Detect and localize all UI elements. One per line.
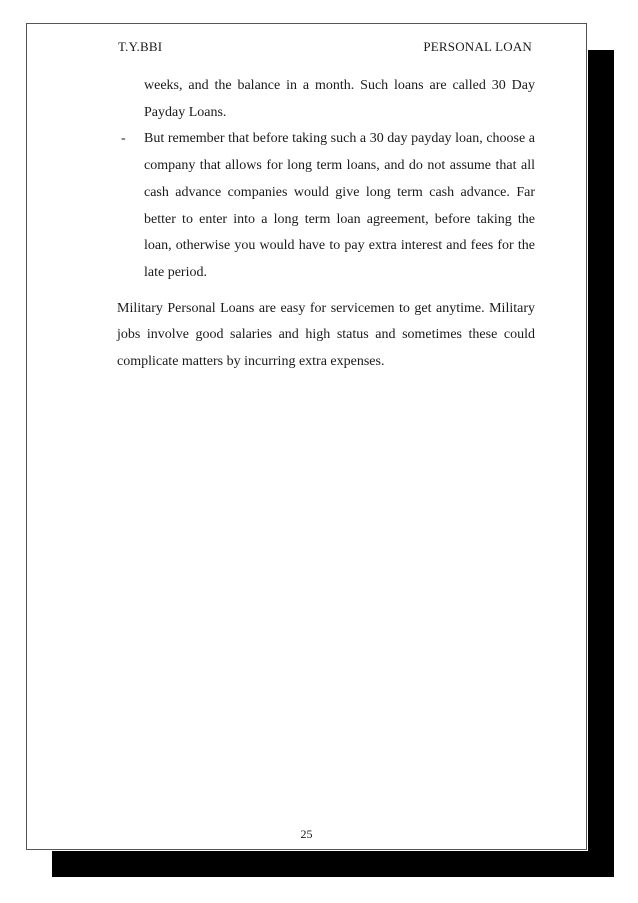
- body-paragraph: Military Personal Loans are easy for servicemen to get anytime. Military jobs involve good salaries and high status and sometimes these could complicate matters by incurring extra expenses.: [117, 300, 535, 370]
- list-marker: -: [121, 131, 126, 147]
- page-body: [117, 73, 535, 376]
- document-page: [26, 23, 587, 850]
- list-item: [117, 126, 535, 286]
- list-item: [117, 73, 535, 126]
- page-shadow-bottom: [52, 851, 614, 877]
- list-item-text: weeks, and the balance in a month. Such loans are called 30 Day Payday Loans.: [144, 78, 535, 120]
- page-shadow-right: [588, 50, 614, 877]
- header-course-code: T.Y.BBI: [118, 39, 163, 54]
- list-item-text: But remember that before taking such a 30 day payday loan, choose a company that allows for long term loans, and do not assume that all cash advance companies would give long term cash advance. Far better to enter into a long term loan agreement, before taking the loan, otherwise you would have to pay extra interest and fees for the late period.: [144, 131, 535, 280]
- header-chapter-title: PERSONAL LOAN: [423, 39, 532, 54]
- page-number: 25: [300, 827, 313, 841]
